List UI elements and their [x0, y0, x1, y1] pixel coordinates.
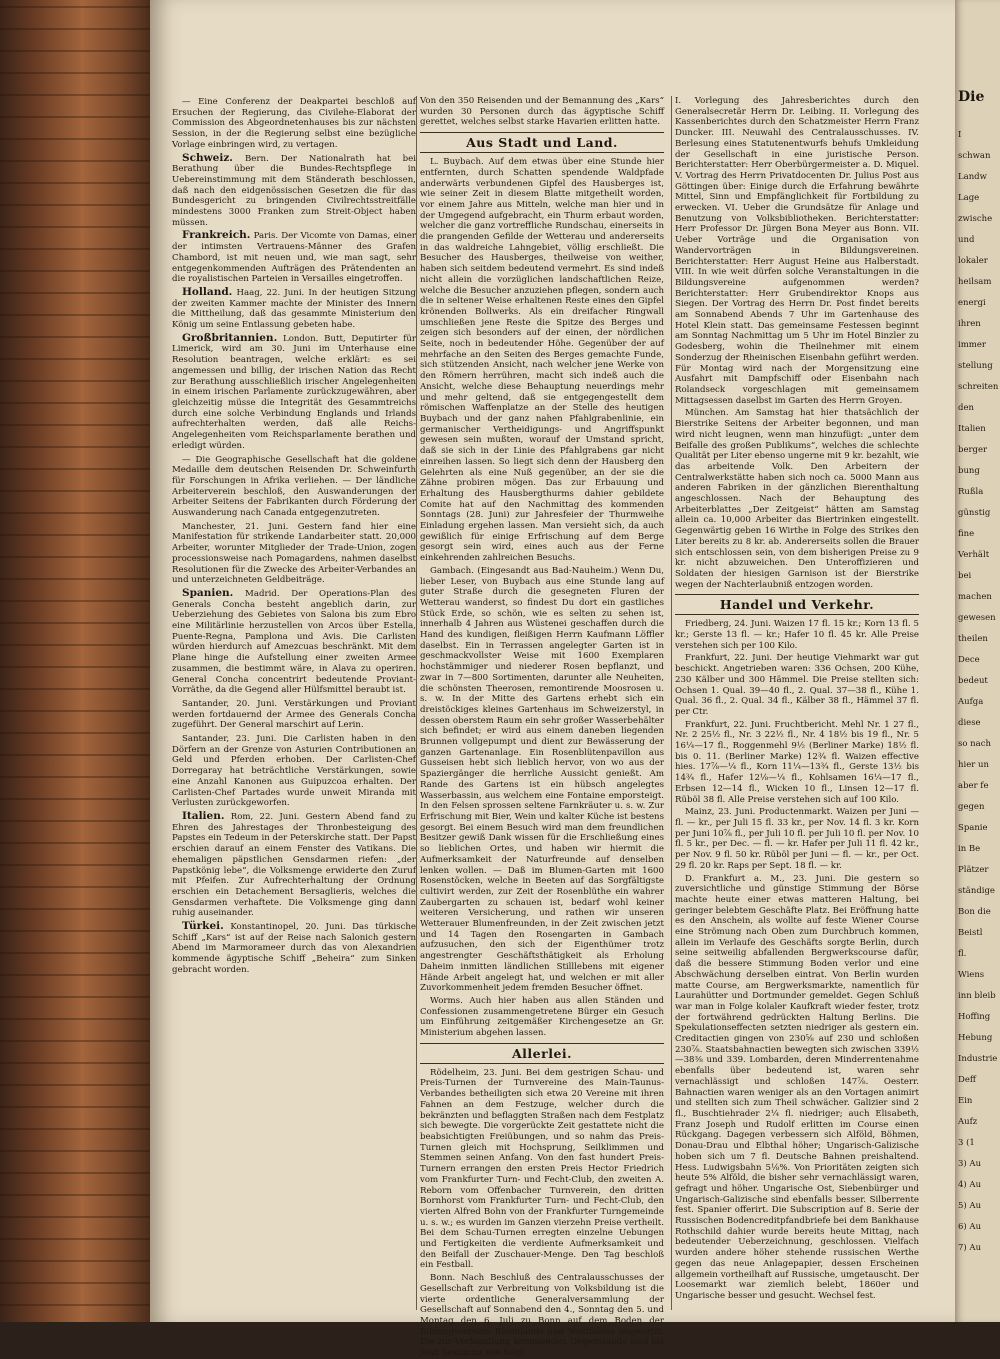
- market-report: D. Frankfurt a. M., 23. Juni. Die gestern so zuversichtliche und günstige Stimmung der Börse machte heute einer etwas matteren Haltung, bei geringer belebtem Geschäfte Platz. Bei Eröffnung hatte es den Anschein, als wollte auf feste Wiener Course eine Strömung nach Oben zum Durchbruch kommen, allein im Verlaufe des Geschäfts sorgte Berlin, durch seine seitweilig abfallenden Bergwerkscourse dafür, daß die bessere Stimmung Boden verlor und eine Abschwächung derselben eintrat. Von Berlin wurden matte Course, am Bergwerksmarkte, namentlich für Laurahütter und Dortmunder gemeldet. Gegen Schluß war man in Folge kolaler Kaufkraft wieder fester, trotz der fortwährend gedrückten Haltung Berlins. Die Spekulationseffecten setzten niedriger als gestern ein. Creditactien gingen von 230⅝ auf 230 und schloßen 230⅞. Staatsbahnactien bewegten sich zwischen 339½—38⅜ und 339. Lombarden, deren Minderrentenahme ebenfalls über bedeutend ist, waren sehr vernachlässigt und schloßen 147⅞. Oesterr. Bahnactien waren weniger als an den Vortagen animirt und stellten sich zum Theil schwächer. Galizier sind 2 fl., Buschtiehrader 2¼ fl. niedriger; auch Elisabeth, Franz Joseph und Rudolf erlitten im Course einen Rückgang. Dagegen verbessern sich Alföld, Böhmen, Donau-Drau und Elbthal höher; Ungarisch-Galizische hoben sich um 7 fl. Deutsche Bahnen preishaltend. Hess. Ludwigsbahn 5⅛%. Von Prioritäten zeigten sich heute 5% Alföld, die bisher sehr vernachlässigt waren, gefragt und höher. Ungarische Ost, Siebenbürger und Ungarisch-Galizische sind ebenfalls besser. Silberrente fest. Spanier offerirt. Die Subscription auf 8. Serie der Russischen Bodencreditpfandbriefe bei dem Bankhause Rothschild dahier wurde bereits heute Mittag, nach bedeutender Ueberzeichnung, geschlossen. Vielfach wurden andere höher stehende russischen Werthe gegen das neue Anlagepapier, dessen Erscheinen allgemein vortheilhaft auf Russische, umgetauscht. Der Loosemarkt war ziemlich belebt, 1860er und Ungarische besser und gesucht. Wechsel fest.: [675, 873, 919, 1301]
- adjacent-page-fragment: bedeut: [958, 676, 988, 686]
- country-lead: Holland.: [182, 285, 233, 298]
- adjacent-page-fragment: 3) Au: [958, 1159, 982, 1169]
- binding-texture: [0, 754, 150, 756]
- adjacent-page-fragment: ständige: [958, 886, 995, 896]
- binding-texture: [0, 864, 150, 866]
- adjacent-page-fragment: Dece: [958, 655, 980, 665]
- adjacent-page-fragment: stellung: [958, 361, 993, 371]
- binding-texture: [0, 336, 150, 338]
- adjacent-page-fragment: Beistl: [958, 928, 983, 938]
- binding-texture: [0, 534, 150, 536]
- binding-texture: [0, 666, 150, 668]
- adjacent-page-fragment: günstig: [958, 508, 991, 518]
- country-lead: Spanien.: [182, 586, 234, 599]
- binding-texture: [0, 94, 150, 96]
- binding-texture: [0, 1304, 150, 1306]
- article: Manchester, 21. Juni. Gestern fand hier eine Manifestation für strikende Landarbeiter statt. 20,000 Arbeiter, worunter Mitglieder der Trade-Union, zogen processionsweise nach Pomagardens, nahmen daselbst Resolutionen für die Zwecke des Arbeiter-Verbandes an und unterzeichneten Geldbeiträge.: [172, 521, 416, 586]
- binding-texture: [0, 556, 150, 558]
- binding-texture: [0, 512, 150, 514]
- adjacent-page-fragment: in Be: [958, 844, 981, 854]
- binding-texture: [0, 314, 150, 316]
- binding-texture: [0, 28, 150, 30]
- column-rule-2: [671, 96, 672, 1310]
- binding-texture: [0, 6, 150, 8]
- binding-texture: [0, 72, 150, 74]
- adjacent-page-fragment: 7) Au: [958, 1243, 982, 1253]
- adjacent-page-fragment: energi: [958, 298, 986, 308]
- binding-texture: [0, 798, 150, 800]
- binding-texture: [0, 908, 150, 910]
- binding-texture: [0, 820, 150, 822]
- adjacent-page-fragment: Industrie: [958, 1054, 998, 1064]
- country-lead: Italien.: [182, 810, 225, 822]
- adjacent-page-fragment: aber fe: [958, 781, 989, 791]
- binding-texture: [0, 996, 150, 998]
- binding-texture: [0, 688, 150, 690]
- binding-texture: [0, 116, 150, 118]
- adjacent-page-fragment: Verhält: [958, 550, 990, 560]
- adjacent-page-fragment: theilen: [958, 634, 988, 644]
- adjacent-page-fragment: machen: [958, 592, 992, 602]
- article: Schweiz. Bern. Der Nationalrath hat bei Berathung über die Bundes-Rechtspflege in Uebereinstimmung mit dem Ständerath beschlossen, daß nach den eidgenössischen Gesetzen die für das Bundesgericht zu bringenden Civilrechtsstreitfälle mindestens 3000 Franken zum Streit-Object haben müssen.: [172, 151, 416, 228]
- adjacent-page-edge: [955, 0, 1000, 1322]
- adjacent-page-fragment: hier un: [958, 760, 989, 770]
- adjacent-page-fragment: heilsam: [958, 277, 992, 287]
- adjacent-page-fragment: zwische: [958, 214, 993, 224]
- article: Spanien. Madrid. Der Operations-Plan des Generals Concha besteht angeblich darin, zur Ueberziehung des Gebietes von Salona bis zum Ebro eine Militärlinie herzustellen von Arcos über Estella, Puente-Regna, Pamplona und Avis. Die Carlisten würden hierdurch auf Amezcuas beschränkt. Mit dem Plane hinge die Aufstellung einer zweiten Armee zusammen, die bestimmt wäre, in Alava zu operiren. General Concha concentrirt bedeutende Proviant-Vorräthe, da die Gegend aller Hülfsmittel beraubt ist.: [172, 586, 416, 696]
- binding-texture: [0, 1238, 150, 1240]
- column-3: [675, 96, 919, 1310]
- adjacent-page-fragment: Rußla: [958, 487, 984, 497]
- adjacent-page-fragment: Wiens: [958, 970, 985, 980]
- adjacent-page-fragment: schwan: [958, 151, 991, 161]
- section-heading-local: Aus Stadt und Land.: [420, 132, 664, 153]
- binding-texture: [0, 446, 150, 448]
- adjacent-page-fragment: Hebung: [958, 1033, 993, 1043]
- binding-texture: [0, 138, 150, 140]
- market-report: Mainz, 23. Juni. Productenmarkt. Waizen per Juni — fl. — kr., per Juli 15 fl. 33 kr., per Nov. 14 fl. 3 kr. Korn per Juni 10⅞ fl., per Juli 10 fl. per Juli 10 fl. per Nov. 10 fl. 5 kr., per Dec. — fl. — kr. Hafer per Juli 11 fl. 42 kr., per Nov. 9 fl. 50 kr. Rüböl per Juni — fl. — kr., per Oct. 29 fl. 20 kr. Raps per Sept. 18 fl. — kr.: [675, 807, 919, 871]
- binding-texture: [0, 1216, 150, 1218]
- section-heading-trade: Handel und Verkehr.: [675, 594, 919, 615]
- article: — Die Geographische Gesellschaft hat die goldene Medaille dem deutschen Reisenden Dr. Schweinfurth für Forschungen in Afrika verliehen. — Der ländliche Arbeiterverein beschloß, den Auswanderungen der Arbeiter Seitens der Fabrikanten durch Förderung der Auswanderung nach Canada entgegenzutreten.: [172, 454, 416, 519]
- column-2: [420, 96, 664, 1359]
- adjacent-page-fragment: 6) Au: [958, 1222, 982, 1232]
- binding-texture: [0, 1106, 150, 1108]
- country-lead: Türkei.: [182, 920, 224, 933]
- binding-texture: [0, 160, 150, 162]
- adjacent-page-fragment: fl.: [958, 949, 967, 959]
- binding-texture: [0, 1172, 150, 1174]
- article: — Eine Conferenz der Deakpartei beschloß auf Ersuchen der Regierung, das Civilehe-Elaborat der Commission des Abgeordnetenhauses bis zur nächsten Session, in der die Regierung selbst eine bezügliche Vorlage einbringen wird, zu vertagen.: [172, 97, 416, 150]
- binding-texture: [0, 952, 150, 954]
- adjacent-page-fragment: 4) Au: [958, 1180, 982, 1190]
- article: Rödelheim, 23. Juni. Bei dem gestrigen Schau- und Preis-Turnen der Turnvereine des Main-Taunus-Verbandes betheiligten sich etwa 20 Vereine mit ihren Fahnen an dem Festzuge, welcher durch die bekränzten und beflaggten Straßen nach dem Festplatz sich bewegte. Die vorgerückte Zeit gestattete nicht die beabsichtigten Freiübungen, und so nahm das Preis-Turnen gleich mit Hochsprung, Seilklimmen und Stemmen seinen Anfang. Von den fast hundert Preis-Turnern errangen den ersten Preis Hector Friedrich vom Frankfurter Turn- und Fecht-Club, den zweiten A. Reborn vom Offenbacher Turnverein, den dritten Bornhorst vom Frankfurter Turn- und Fecht-Club, den vierten Alfred Bohn von der Frankfurter Turngemeinde u. s. w.; es wurden im Ganzen vierzehn Preise vertheilt. Bei dem Schau-Turnen erregten einzelne Uebungen und Fertigkeiten die verdiente Aufmerksamkeit und den Beifall der Zuschauer-Menge. Den Tag beschloß ein Festball.: [420, 1067, 664, 1271]
- article: Holland. Haag, 22. Juni. In der heutigen Sitzung der zweiten Kammer machte der Minister des Innern die Mittheilung, daß das gesammte Ministerium den König um seine Entlassung gebeten habe.: [172, 285, 416, 331]
- adjacent-page-fragment: Hoffing: [958, 1012, 991, 1022]
- binding-texture: [0, 886, 150, 888]
- binding-texture: [0, 930, 150, 932]
- adjacent-page-fragment: immer: [958, 340, 986, 350]
- article: Gambach. (Eingesandt aus Bad-Nauheim.) Wenn Du, lieber Leser, von Buybach aus eine Stunde lang auf guter Straße durch die gesegneten Fluren der Wetterau wanderst, so findest Du dort ein gastliches Stück Erde, so schön, wie es selten zu sehen ist, innerhalb 4 Jahren aus Wüstenei geschaffen durch die Hand des kundigen, fleißigen Herrn Kaufmann Löffler daselbst. Ein in Terrassen angelegter Garten ist in geschmackvollster Weise mit 1600 Exemplaren hochstämmiger und niederer Rosen bepflanzt, und zwar in 7—800 Sortimenten, darunter alle Neuheiten, die schönsten Theerosen, remontirende Moosrosen u. s. w. In der Mitte des Gartens erhebt sich ein dreistöckiges kleines Gartenhaus im Schweizerstyl, in dessen oberstem Raum ein sehr großer Wasserbehälter sich befindet; er wird aus einem daneben liegenden Brunnen vollgepumpt und dient zur Bewässerung der ganzen Gartenanlage. Ein Rosenblütenpavillon aus Gusseisen hebt sich lieblich hervor, von wo aus der Spaziergänger die herrliche Aussicht genießt. Am Rande des Gartens ist ein hübsch angelegtes Wasserbassin, aus welchem eine Fontaine emporsteigt. In den Felsen sprossen seltene Farnkräuter u. s. w. Zur Erfrischung mit Bier, Wein und kalter Küche ist bestens gesorgt. Bei einem Besuch wird man dem freundlichen Besitzer gewiß Dank wissen für die Erschließung eines so lieblichen Ortes, und haben wir hiermit die Aufmerksamkeit der Naturfreunde auf denselben lenken wollen. — Daß im Blumen-Garten mit 1600 Rosenstöcken, welche in Beeten auf das Sorgfältigste cultivirt werden, zur Zeit der Rosenblüthe ein wahrer Zaubergarten zu schauen ist, bedarf wohl keiner weiteren Versicherung, und rathen wir unseren Wetterauer Blumenfreunden, in der Zeit zwischen jetzt und 14 Tagen den Rosengarten in Gambach aufzusuchen, den sich der Eigenthümer trotz angestrengter Geschäftsthätigkeit als Erholung Daheim inmitten ländlichen Stilllebens mit eigener Hände Arbeit angelegt hat, und welchen er mit aller Zuvorkommenheit jedem fremden Besucher öffnet.: [420, 565, 664, 994]
- binding-texture: [0, 622, 150, 624]
- column-1: [172, 96, 416, 1310]
- binding-texture: [0, 358, 150, 360]
- binding-texture: [0, 248, 150, 250]
- binding-texture: [0, 1040, 150, 1042]
- binding-texture: [0, 1194, 150, 1196]
- country-lead: Großbritannien.: [182, 331, 278, 344]
- country-lead: Schweiz.: [182, 151, 233, 164]
- adjacent-page-fragment: I: [958, 130, 962, 140]
- adjacent-page-fragment: Aufz: [958, 1117, 978, 1127]
- adjacent-page-fragment: gewesen: [958, 613, 996, 623]
- binding-texture: [0, 292, 150, 294]
- article-continuation: I. Vorlegung des Jahresberichtes durch den Generalsecretär Herrn Dr. Leibing. II. Vorlegung des Kassenberichtes durch den Schatzmeister Herrn Franz Duncker. III. Neuwahl des Centralausschusses. IV. Berlesung eines Statutenentwurfs behufs Umkleidung der Gesellschaft in eine juristische Person. Berichterstatter: Herr Oberbürgermeister a. D. Miquel. V. Vortrag des Herrn Privatdocenten Dr. Julius Post aus Göttingen über: Einige durch die Erfahrung bewährte Mittel, Sinn und Empfänglichkeit für Fortbildung zu erwecken. VI. Ueber die Grundsätze für Anlage und Benutzung von Volksbibliotheken. Berichterstatter: Herr Professor Dr. Jürgen Bona Meyer aus Bonn. VII. Ueber Vorträge und die Organisation von Wandervorträgen in Bildungsvereinen. Berichterstatter: Herr August Heine aus Halberstadt. VIII. In wie weit dürfen solche Veranstaltungen in die Bildungsvereine aufgenommen werden? Berichterstatter: Herr Grubendirektor Knops aus Siegen. Der Vortrag des Herrn Dr. Post findet bereits am Sonnabend Abends 7 Uhr im Gartenhause des Hotel Klein statt. Das gemeinsame Festessen beginnt am Sonntag Nachmittag um 5 Uhr im Hotel Binzler zu Godesberg, wohin die Theilnehmer mit einem Sonderzug der Rheinischen Eisenbahn geführt werden. Für Montag wird nach der Morgensitzung eine Ausfahrt mit Dampfschiff oder Eisenbahn nach Rolandseck vorgeschlagen mit gemeinsamem Mittagsessen daselbst im Garten des Herrn Groyen.: [675, 96, 919, 406]
- adjacent-page-fragment: ihren: [958, 319, 981, 329]
- adjacent-page-fragment: Landw: [958, 172, 987, 182]
- adjacent-page-fragment: so nach: [958, 739, 991, 749]
- adjacent-page-fragment: gegen: [958, 802, 985, 812]
- adjacent-page-fragment: Spanie: [958, 823, 988, 833]
- binding-texture: [0, 270, 150, 272]
- binding-texture: [0, 710, 150, 712]
- adjacent-page-fragment: diese: [958, 718, 981, 728]
- adjacent-page-fragment: 5) Au: [958, 1201, 982, 1211]
- binding-texture: [0, 1018, 150, 1020]
- adjacent-page-fragment: Aufga: [958, 697, 984, 707]
- binding-texture: [0, 1128, 150, 1130]
- article: Frankreich. Paris. Der Vicomte von Damas, einer der intimsten Vertrauens-Männer des Grafen Chambord, ist mit neuen und, wie man sagt, sehr entgegenkommenden Aufträgen des Prätendenten an die royalistischen Parteien in Versailles eingetroffen.: [172, 229, 417, 285]
- adjacent-page-fragment: fine: [958, 529, 975, 539]
- article: Santander, 20. Juni. Verstärkungen und Proviant werden fortdauernd der Armee des Generals Concha zugeführt. Der General marschirt auf Lerin.: [172, 698, 416, 731]
- binding-texture: [0, 490, 150, 492]
- binding-texture: [0, 50, 150, 52]
- binding-texture: [0, 468, 150, 470]
- article: Großbritannien. London. Butt, Deputirter für Limerick, wird am 30. Juni im Unterhause eine Resolution beantragen, welche erklärt: es sei angemessen und billig, der irischen Nation das Recht zur Berathung ausschließlich irischer Angelegenheiten in einem irischen Parlamente zurückzugewähren, aber gleichzeitig müsse die Integrität des Gesammtreichs durch eine solche Verbindung Englands und Irlands aufrechterhalten werden, daß alle Reichs-Angelegenheiten vom Reichsparlamente berathen und erledigt würden.: [172, 331, 416, 451]
- binding-texture: [0, 204, 150, 206]
- adjacent-page-fragment: berger: [958, 445, 988, 455]
- adjacent-page-fragment: inn bleib: [958, 991, 996, 1001]
- article: Bonn. Nach Beschluß des Centralausschusses der Gesellschaft zur Verbreitung von Volksbildung ist die vierte ordentliche Generalversammlung der Gesellschaft auf Sonnabend den 4., Sonntag den 5. und Montag den 6. Juli zu Bonn auf dem Boden der Bildungsvereine Rheinlands und Westfalens angesetzt. Die zur Verhandlung kommenden Gegenstände sind bis jetzt bestimmt wie folgt:: [420, 1273, 664, 1359]
- adjacent-page-fragment: 3 (1: [958, 1138, 975, 1148]
- article: L. Buybach. Auf dem etwas über eine Stunde hier entfernten, durch Schatten spendende Waldpfade anderwärts verbundenen Gipfel des Hausberges ist, wie seiner Zeit in diesem Blatte mitgetheilt worden, vor einem Jahre aus Mitteln, welche man hier und in der Umgegend aufgebracht, ein Thurm erbaut worden, welcher die ganz vortreffliche Rundschau, einerseits in die prangenden Gefilde der Wetterau und andererseits in das waldreiche Lahngebiet, völlig erschließt. Die Besucher des Hausberges, theilweise von weither, haben sich seitdem bedeutend vermehrt. Es sind indeß nicht allein die vorzüglichen landschaftlichen Reize, welche die Besucher anzuziehen pflegen, sondern auch die in seltener Weise erhaltenen Reste eines den Gipfel krönenden Bollwerks. Als ein dreifacher Ringwall umschließen jene Reste die Spitze des Berges und zeigen sich besonders auf der einen, der nördlichen Seite, noch in bedeutender Höhe. Gegenüber der auf mehrfache an den Seiten des Berges gemachte Funde, sich stützenden Ansicht, nach welcher jene Werke von den Römern herrühren, macht sich indeß auch die Ansicht, welche diese Behauptung neuerdings mehr und mehr geltend, daß sie entgegengestellt dem römischen Waffenplatze an der Stelle des heutigen Buybach und der ganz nahen Pfahlgrabenlinie, ein germanischer Vertheidigungs- und Angriffspunkt gewesen sein mußten, worauf der Umstand spricht, daß sie sich in der Linie des Pfahlgrabens gar nicht einreihen lassen. So liegt sich denn der Hausberg den Gelehrten als eine Nuß gegenüber, an der sie die Zähne probiren mögen. Das zur Erbauung und Erhaltung des Hausbergthurms dahier gebildete Comite hat auf den Nachmittag des kommenden Sonntags (28. Juni) zur Jahresfeier der Thurmweihe Einladung ergehen lassen. Man versieht sich, da auch gewißlich für einige Erfrischung auf dem Berge gesorgt sein wird, eines auch aus der Ferne einkehrenden zahlreichen Besuchs.: [420, 157, 664, 564]
- market-report: Frankfurt, 22. Juni. Fruchtbericht. Mehl Nr. 1 27 fl., Nr. 2 25½ fl., Nr. 3 22½ fl., Nr. 4 18½ bis 19 fl., Nr. 5 16¼—17 fl., Roggenmehl 9½ (Berliner Marke) 18½ fl. bis 0. 11. (Berliner Marke) 12¾ fl. Waizen effective hies. 17⅞—¼ fl., Korn 11¼—13¾ fl., Gerste 13½ bis 14¾ fl., Hafer 12⅛—¼ fl., Kohlsamen 16¼—17 fl., Erbsen 12—14 fl., Wicken 10 fl., Linsen 12—17 fl. Rüböl 38 fl. Alle Preise verstehen sich auf 100 Kilo.: [675, 719, 919, 805]
- binding-texture: [0, 974, 150, 976]
- section-heading-misc: Allerlei.: [420, 1043, 664, 1064]
- binding-texture: [0, 226, 150, 228]
- binding-texture: [0, 776, 150, 778]
- adjacent-page-fragment: Italien: [958, 424, 986, 434]
- binding-texture: [0, 1062, 150, 1064]
- binding-texture: [0, 1260, 150, 1262]
- binding-texture: [0, 842, 150, 844]
- adjacent-page-fragment: Plätzer: [958, 865, 989, 875]
- adjacent-page-fragment: den: [958, 403, 974, 413]
- article: München. Am Samstag hat hier thatsächlich der Bierstrike Seitens der Arbeiter begonnen, und man wird nicht leugnen, wenn man hinzufügt: „unter dem Beifalle des großen Publikums“, welches die schlechte Qualität per Liter ebenso ungerne mit 9 kr. bezahlt, wie das arbeitende Volk. Den Arbeitern der Centralwerkstätte haben sich noch ca. 5000 Mann aus anderen Fabriken in der gänzlichen Bierenthaltung angeschlossen. Nach der Behauptung des Arbeiterblattes „Der Zeitgeist“ hätten am Samstag allein ca. 10,000 Arbeiter das Biertrinken eingestellt. Gegenwärtig geben 16 Wirthe in Folge des Strikes den Liter bereits zu 8 kr. ab. Andererseits sollen die Brauer sich entschlossen sein, von dem bisherigen Preise zu 9 kr. nicht abzuweichen. Den Unteroffizieren und Soldaten der hiesigen Garnison ist der Bierstrike wegen der Nachterlaubniß entzogen worden.: [675, 408, 919, 590]
- binding-texture: [0, 644, 150, 646]
- binding-texture: [0, 1150, 150, 1152]
- binding-texture: [0, 1084, 150, 1086]
- binding-texture: [0, 732, 150, 734]
- market-report: Friedberg, 24. Juni. Waizen 17 fl. 15 kr.; Korn 13 fl. 5 kr.; Gerste 13 fl. — kr.; Hafer 10 fl. 45 kr. Alle Preise verstehen sich per 100 Kilo.: [675, 619, 919, 651]
- binding-texture: [0, 182, 150, 184]
- adjacent-page-fragment: bei: [958, 571, 972, 581]
- article: Türkei. Konstantinopel, 20. Juni. Das türkische Schiff „Kars“ ist auf der Reise nach Salonich gestern Abend im Marmorameer durch das von Alexandrien kommende ägyptische Schiff „Beheira“ zum Sinken gebracht worden.: [172, 920, 417, 975]
- binding-texture: [0, 380, 150, 382]
- article: Santander, 23. Juni. Die Carlisten haben in den Dörfern an der Grenze von Asturien Contributionen an Geld und Pferden erhoben. Der Carlisten-Chef Dorregaray hat beträchtliche Verstärkungen, sowie eine Anzahl Kanonen aus Guipuzcoa erhalten. Der Carlisten-Chef Partades wurde unweit Miranda mit Verlusten zurückgeworfen.: [172, 734, 416, 809]
- article: Worms. Auch hier haben aus allen Ständen und Confessionen zusammengetretene Bürger ein Gesuch um Einführung zeitgemäßer Kirchengesetze an Gr. Ministerium abgehen lassen.: [420, 995, 664, 1039]
- binding-texture: [0, 600, 150, 602]
- adjacent-page-fragment: Die: [958, 89, 985, 105]
- market-report: Frankfurt, 22. Juni. Der heutige Viehmarkt war gut beschickt. Angetrieben waren: 336 Ochsen, 200 Kühe, 230 Kälber und 300 Hämmel. Die Preise stellten sich: Ochsen 1. Qual. 39—40 fl., 2. Qual. 37—38 fl., Kühe 1. Qual. 36 fl., 2. Qual. 34 fl., Kälber 38 fl., Hämmel 37 fl. per Ctr.: [675, 653, 919, 717]
- book-binding: [0, 0, 150, 1322]
- adjacent-page-fragment: Deff: [958, 1075, 976, 1085]
- adjacent-page-fragment: lokaler: [958, 256, 988, 266]
- binding-texture: [0, 424, 150, 426]
- country-lead: Frankreich.: [182, 229, 251, 242]
- binding-texture: [0, 402, 150, 404]
- adjacent-page-fragment: und: [958, 235, 975, 245]
- column-rule-1: [416, 96, 417, 1310]
- adjacent-page-fragment: Ein: [958, 1096, 973, 1106]
- adjacent-page-fragment: Bon die: [958, 907, 991, 917]
- adjacent-page-fragment: bung: [958, 466, 980, 476]
- adjacent-page-fragment: schreiten: [958, 382, 999, 392]
- article: Italien. Rom, 22. Juni. Gestern Abend fand zu Ehren des Jahrestages der Thronbesteigung des Papstes ein Tedeum in der Peterskirche statt. Der Papst erschien darauf an einem Fenster des Vatikans. Die ehemaligen päpstlichen Gensdarmen riefen: „der Papstkönig lebe“, die Volksmenge erwiderte den Zuruf mit Pfeifen. Zur Aufrechterhaltung der Ordnung erschien ein Detachement Bersaglieris, welches die Gensdarmen verhaftete. Die Volksmenge ging dann ruhig auseinander.: [172, 810, 416, 919]
- binding-texture: [0, 578, 150, 580]
- adjacent-page-fragment: Lage: [958, 193, 980, 203]
- article-continuation: Von den 350 Reisenden und der Bemannung des „Kars“ wurden 30 Personen durch das ägyptische Schiff gerettet, welches selbst starke Havarien erlitten hatte.: [420, 96, 664, 128]
- binding-texture: [0, 1282, 150, 1284]
